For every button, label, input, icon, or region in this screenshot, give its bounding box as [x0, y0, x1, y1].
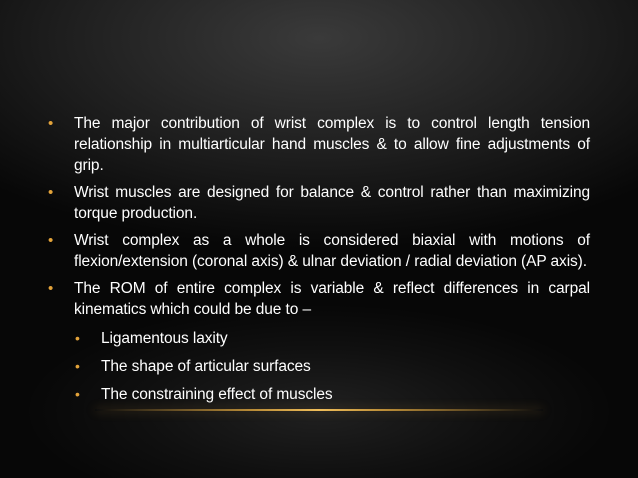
sub-bullet-item — [48, 328, 590, 349]
sub-bullet-text: The constraining effect of muscles — [101, 386, 333, 403]
sub-bullet-dot: • — [75, 330, 80, 346]
sub-bullet-text: Ligamentous laxity — [101, 330, 228, 347]
slide-content — [48, 113, 590, 405]
sub-bullet-text: The shape of articular surfaces — [101, 358, 311, 375]
accent-glow-line — [95, 409, 543, 411]
sub-bullet-item — [48, 384, 590, 405]
sub-bullet-dot: • — [75, 358, 80, 374]
bullet-text: The major contribution of wrist complex is to control length tension relationship in multiarticular hand muscles & to allow fine adjustments of grip. — [74, 115, 590, 174]
bullet-dot: • — [48, 184, 54, 201]
bullet-item — [48, 113, 590, 176]
bullet-text: Wrist muscles are designed for balance & control rather than maximizing torque production. — [74, 184, 590, 222]
bullet-item — [48, 278, 590, 320]
bullet-dot: • — [48, 115, 54, 132]
sub-bullet-dot: • — [75, 386, 80, 402]
bullet-item — [48, 182, 590, 224]
bullet-item — [48, 230, 590, 272]
bullet-text: The ROM of entire complex is variable & reflect differences in carpal kinematics which could be due to – — [74, 280, 590, 318]
sub-bullet-item — [48, 356, 590, 377]
bullet-text: Wrist complex as a whole is considered biaxial with motions of flexion/extension (coronal axis) & ulnar deviation / radial deviation (AP axis). — [74, 232, 590, 270]
bullet-dot: • — [48, 232, 54, 249]
bullet-dot: • — [48, 280, 54, 297]
